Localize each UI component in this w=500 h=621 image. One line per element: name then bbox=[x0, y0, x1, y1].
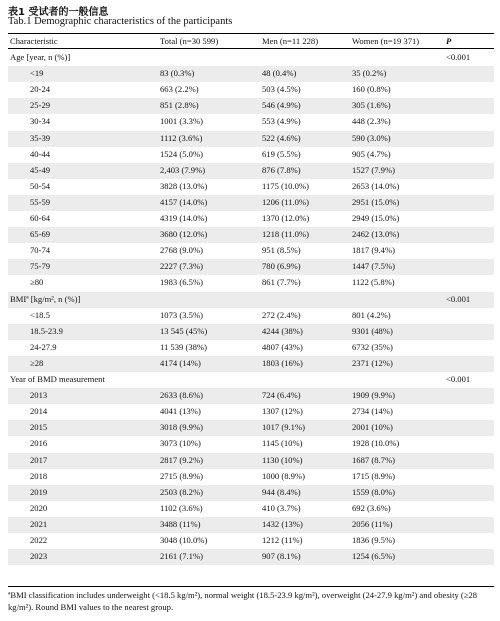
section-row bbox=[8, 292, 494, 308]
cell-women: 1928 (10.0%) bbox=[352, 438, 400, 449]
cell-men: 1432 (13%) bbox=[262, 518, 303, 529]
cell-men: 619 (5.5%) bbox=[262, 148, 301, 159]
row-label: 2020 bbox=[30, 502, 48, 513]
row-label: ≥80 bbox=[30, 277, 44, 288]
table-row bbox=[0, 275, 500, 291]
cell-men: 503 (4.5%) bbox=[262, 84, 301, 95]
cell-men: 1803 (16%) bbox=[262, 357, 303, 368]
cell-men: 1130 (10%) bbox=[262, 454, 303, 465]
row-label: 18.5-23.9 bbox=[30, 325, 63, 336]
header-men: Men (n=11 228) bbox=[262, 36, 319, 46]
row-label: 20-24 bbox=[30, 84, 51, 95]
cell-total: 663 (2.2%) bbox=[160, 84, 199, 95]
cell-women: 1122 (5.8%) bbox=[352, 277, 395, 288]
cell-women: 590 (3.0%) bbox=[352, 132, 391, 143]
header-p: P bbox=[446, 36, 452, 46]
cell-total: 2768 (9.0%) bbox=[160, 245, 203, 256]
table-row bbox=[8, 98, 494, 114]
row-label: 30-34 bbox=[30, 116, 51, 127]
cell-total: 4174 (14%) bbox=[160, 357, 201, 368]
cell-total: 1524 (5.0%) bbox=[160, 148, 203, 159]
cell-total: 1112 (3.6%) bbox=[160, 132, 203, 143]
cell-women: 692 (3.6%) bbox=[352, 502, 391, 513]
cell-total: 3073 (10%) bbox=[160, 438, 201, 449]
row-label: 2021 bbox=[30, 518, 48, 529]
section-p-value: <0.001 bbox=[446, 293, 471, 304]
cell-men: 1370 (12.0%) bbox=[262, 213, 310, 223]
cell-total: 1102 (3.6%) bbox=[160, 502, 203, 513]
cell-total: 2633 (8.6%) bbox=[160, 390, 203, 401]
table-title-english: Tab.1 Demographic characteristics of the participants bbox=[8, 16, 233, 27]
cell-men: 944 (8.4%) bbox=[262, 486, 301, 497]
cell-total: 4319 (14.0%) bbox=[160, 213, 208, 223]
row-label: 2017 bbox=[30, 454, 48, 465]
cell-women: 2949 (15.0%) bbox=[352, 213, 400, 223]
section-p-value: <0.001 bbox=[446, 374, 471, 384]
row-label: 2014 bbox=[30, 406, 48, 417]
section-row bbox=[0, 372, 500, 388]
table-row bbox=[8, 420, 494, 436]
cell-women: 2951 (15.0%) bbox=[352, 196, 400, 207]
cell-total: 83 (0.3%) bbox=[160, 68, 195, 79]
cell-men: 522 (4.6%) bbox=[262, 132, 301, 143]
section-row bbox=[0, 50, 500, 66]
cell-women: 1836 (9.5%) bbox=[352, 535, 395, 545]
cell-women: 9301 (48%) bbox=[352, 325, 393, 336]
cell-total: 4157 (14.0%) bbox=[160, 196, 208, 207]
cell-men: 410 (3.7%) bbox=[262, 502, 301, 513]
cell-total: 3828 (13.0%) bbox=[160, 180, 208, 191]
table-row bbox=[8, 195, 494, 211]
table-row bbox=[0, 114, 500, 130]
cell-men: 1145 (10%) bbox=[262, 438, 303, 449]
table-row bbox=[0, 243, 500, 259]
cell-total: 2817 (9.2%) bbox=[160, 454, 203, 465]
cell-women: 448 (2.3%) bbox=[352, 116, 391, 127]
bottom-rule bbox=[8, 586, 494, 587]
row-label: 45-49 bbox=[30, 164, 51, 175]
cell-women: 1715 (8.9%) bbox=[352, 470, 395, 481]
cell-men: 907 (8.1%) bbox=[262, 551, 301, 562]
table-row bbox=[8, 227, 494, 243]
row-label: 2018 bbox=[30, 470, 48, 481]
table-row bbox=[8, 485, 494, 501]
row-label: 35-39 bbox=[30, 132, 51, 143]
table-row bbox=[0, 533, 500, 549]
row-label: 2022 bbox=[30, 535, 48, 545]
cell-women: 1254 (6.5%) bbox=[352, 551, 395, 562]
cell-men: 1000 (8.9%) bbox=[262, 470, 305, 481]
table-row bbox=[0, 436, 500, 452]
cell-women: 1527 (7.9%) bbox=[352, 164, 395, 175]
cell-men: 1212 (11%) bbox=[262, 535, 303, 545]
table-row bbox=[0, 308, 500, 324]
cell-total: 1073 (3.5%) bbox=[160, 309, 203, 320]
cell-men: 1218 (11.0%) bbox=[262, 229, 309, 240]
cell-total: 851 (2.8%) bbox=[160, 100, 199, 111]
cell-women: 305 (1.6%) bbox=[352, 100, 391, 111]
table-row bbox=[0, 147, 500, 163]
row-label: <18.5 bbox=[30, 309, 50, 320]
cell-total: 4041 (13%) bbox=[160, 406, 201, 417]
cell-men: 1206 (11.0%) bbox=[262, 196, 309, 207]
cell-total: 1001 (3.3%) bbox=[160, 116, 203, 127]
table-row bbox=[0, 82, 500, 98]
cell-total: 2227 (7.3%) bbox=[160, 261, 203, 272]
table-row bbox=[8, 356, 494, 372]
cell-total: 3488 (11%) bbox=[160, 518, 201, 529]
cell-women: 801 (4.2%) bbox=[352, 309, 391, 320]
cell-women: 2734 (14%) bbox=[352, 406, 393, 417]
cell-women: 2001 (10%) bbox=[352, 422, 393, 433]
cell-men: 724 (6.4%) bbox=[262, 390, 301, 401]
table-row bbox=[0, 211, 500, 227]
table-row bbox=[0, 179, 500, 195]
cell-men: 553 (4.9%) bbox=[262, 116, 301, 127]
row-label: 55-59 bbox=[30, 196, 51, 207]
cell-men: 48 (0.4%) bbox=[262, 68, 297, 79]
cell-men: 1307 (12%) bbox=[262, 406, 303, 417]
cell-men: 546 (4.9%) bbox=[262, 100, 301, 111]
row-label: 2019 bbox=[30, 486, 48, 497]
table-row bbox=[0, 469, 500, 485]
table-row bbox=[8, 259, 494, 275]
row-label: 24-27.9 bbox=[30, 341, 57, 352]
section-p-value: <0.001 bbox=[446, 52, 471, 62]
cell-men: 1175 (10.0%) bbox=[262, 180, 309, 191]
cell-women: 1687 (8.7%) bbox=[352, 454, 395, 465]
cell-total: 2,403 (7.9%) bbox=[160, 164, 206, 175]
cell-women: 160 (0.8%) bbox=[352, 84, 391, 95]
cell-women: 2653 (14.0%) bbox=[352, 180, 400, 191]
cell-women: 2371 (12%) bbox=[352, 357, 393, 368]
cell-total: 2161 (7.1%) bbox=[160, 551, 203, 562]
row-label: 25-29 bbox=[30, 100, 51, 111]
table-row bbox=[8, 453, 494, 469]
row-label: 50-54 bbox=[30, 180, 51, 191]
row-label: 60-64 bbox=[30, 213, 51, 223]
cell-total: 1983 (6.5%) bbox=[160, 277, 203, 288]
row-label: 70-74 bbox=[30, 245, 51, 256]
row-label: ≥28 bbox=[30, 357, 44, 368]
table-row bbox=[0, 501, 500, 517]
row-label: 75-79 bbox=[30, 261, 51, 272]
table-row bbox=[8, 324, 494, 340]
cell-total: 3048 (10.0%) bbox=[160, 535, 208, 545]
cell-women: 1559 (8.0%) bbox=[352, 486, 395, 497]
cell-total: 2503 (8.2%) bbox=[160, 486, 203, 497]
section-label: BMIª [kg/m², n (%)] bbox=[10, 293, 81, 304]
cell-women: 2056 (11%) bbox=[352, 518, 393, 529]
table-row bbox=[8, 388, 494, 404]
table-row bbox=[8, 549, 494, 565]
table-row bbox=[8, 66, 494, 82]
row-label: 65-69 bbox=[30, 229, 51, 240]
cell-men: 1017 (9.1%) bbox=[262, 422, 305, 433]
row-label: 40-44 bbox=[30, 148, 51, 159]
cell-total: 2715 (8.9%) bbox=[160, 470, 203, 481]
cell-total: 3018 (9.9%) bbox=[160, 422, 203, 433]
cell-total: 3680 (12.0%) bbox=[160, 229, 208, 240]
table-row bbox=[8, 517, 494, 533]
cell-women: 1817 (9.4%) bbox=[352, 245, 395, 256]
header-women: Women (n=19 371) bbox=[352, 36, 420, 46]
cell-men: 780 (6.9%) bbox=[262, 261, 301, 272]
row-label: 2015 bbox=[30, 422, 48, 433]
row-label: 2016 bbox=[30, 438, 48, 449]
cell-women: 2462 (13.0%) bbox=[352, 229, 400, 240]
table-row bbox=[8, 131, 494, 147]
cell-men: 272 (2.4%) bbox=[262, 309, 301, 320]
table-row bbox=[0, 340, 500, 356]
cell-women: 1447 (7.5%) bbox=[352, 261, 395, 272]
section-label: Year of BMD measurement bbox=[10, 374, 105, 384]
cell-men: 4244 (38%) bbox=[262, 325, 303, 336]
cell-men: 4807 (43%) bbox=[262, 341, 303, 352]
row-label: 2013 bbox=[30, 390, 48, 401]
cell-women: 6732 (35%) bbox=[352, 341, 393, 352]
section-label: Age [year, n (%)] bbox=[10, 52, 71, 62]
table-footnote: ªBMI classification includes underweight (<18.5 kg/m²), normal weight (18.5-23.9 kg/m²), overweight (24-27.9 kg/m²) and obesity (≥28 kg/m²). Round BMI values to the nearest group. bbox=[8, 590, 478, 612]
header-characteristic: Characteristic bbox=[10, 36, 58, 46]
cell-men: 861 (7.7%) bbox=[262, 277, 301, 288]
row-label: <19 bbox=[30, 68, 44, 79]
header-total: Total (n=30 599) bbox=[160, 36, 219, 46]
cell-men: 951 (8.5%) bbox=[262, 245, 301, 256]
header-rule bbox=[8, 48, 494, 49]
cell-women: 35 (0.2%) bbox=[352, 68, 387, 79]
table-row bbox=[0, 404, 500, 420]
cell-women: 905 (4.7%) bbox=[352, 148, 391, 159]
cell-men: 876 (7.8%) bbox=[262, 164, 301, 175]
cell-total: 13 545 (45%) bbox=[160, 325, 208, 336]
table-title-chinese: 表1 受试者的一般信息 bbox=[8, 7, 109, 18]
cell-women: 1909 (9.9%) bbox=[352, 390, 395, 401]
cell-total: 11 539 (38%) bbox=[160, 341, 207, 352]
table-row bbox=[8, 163, 494, 179]
row-label: 2023 bbox=[30, 551, 48, 562]
